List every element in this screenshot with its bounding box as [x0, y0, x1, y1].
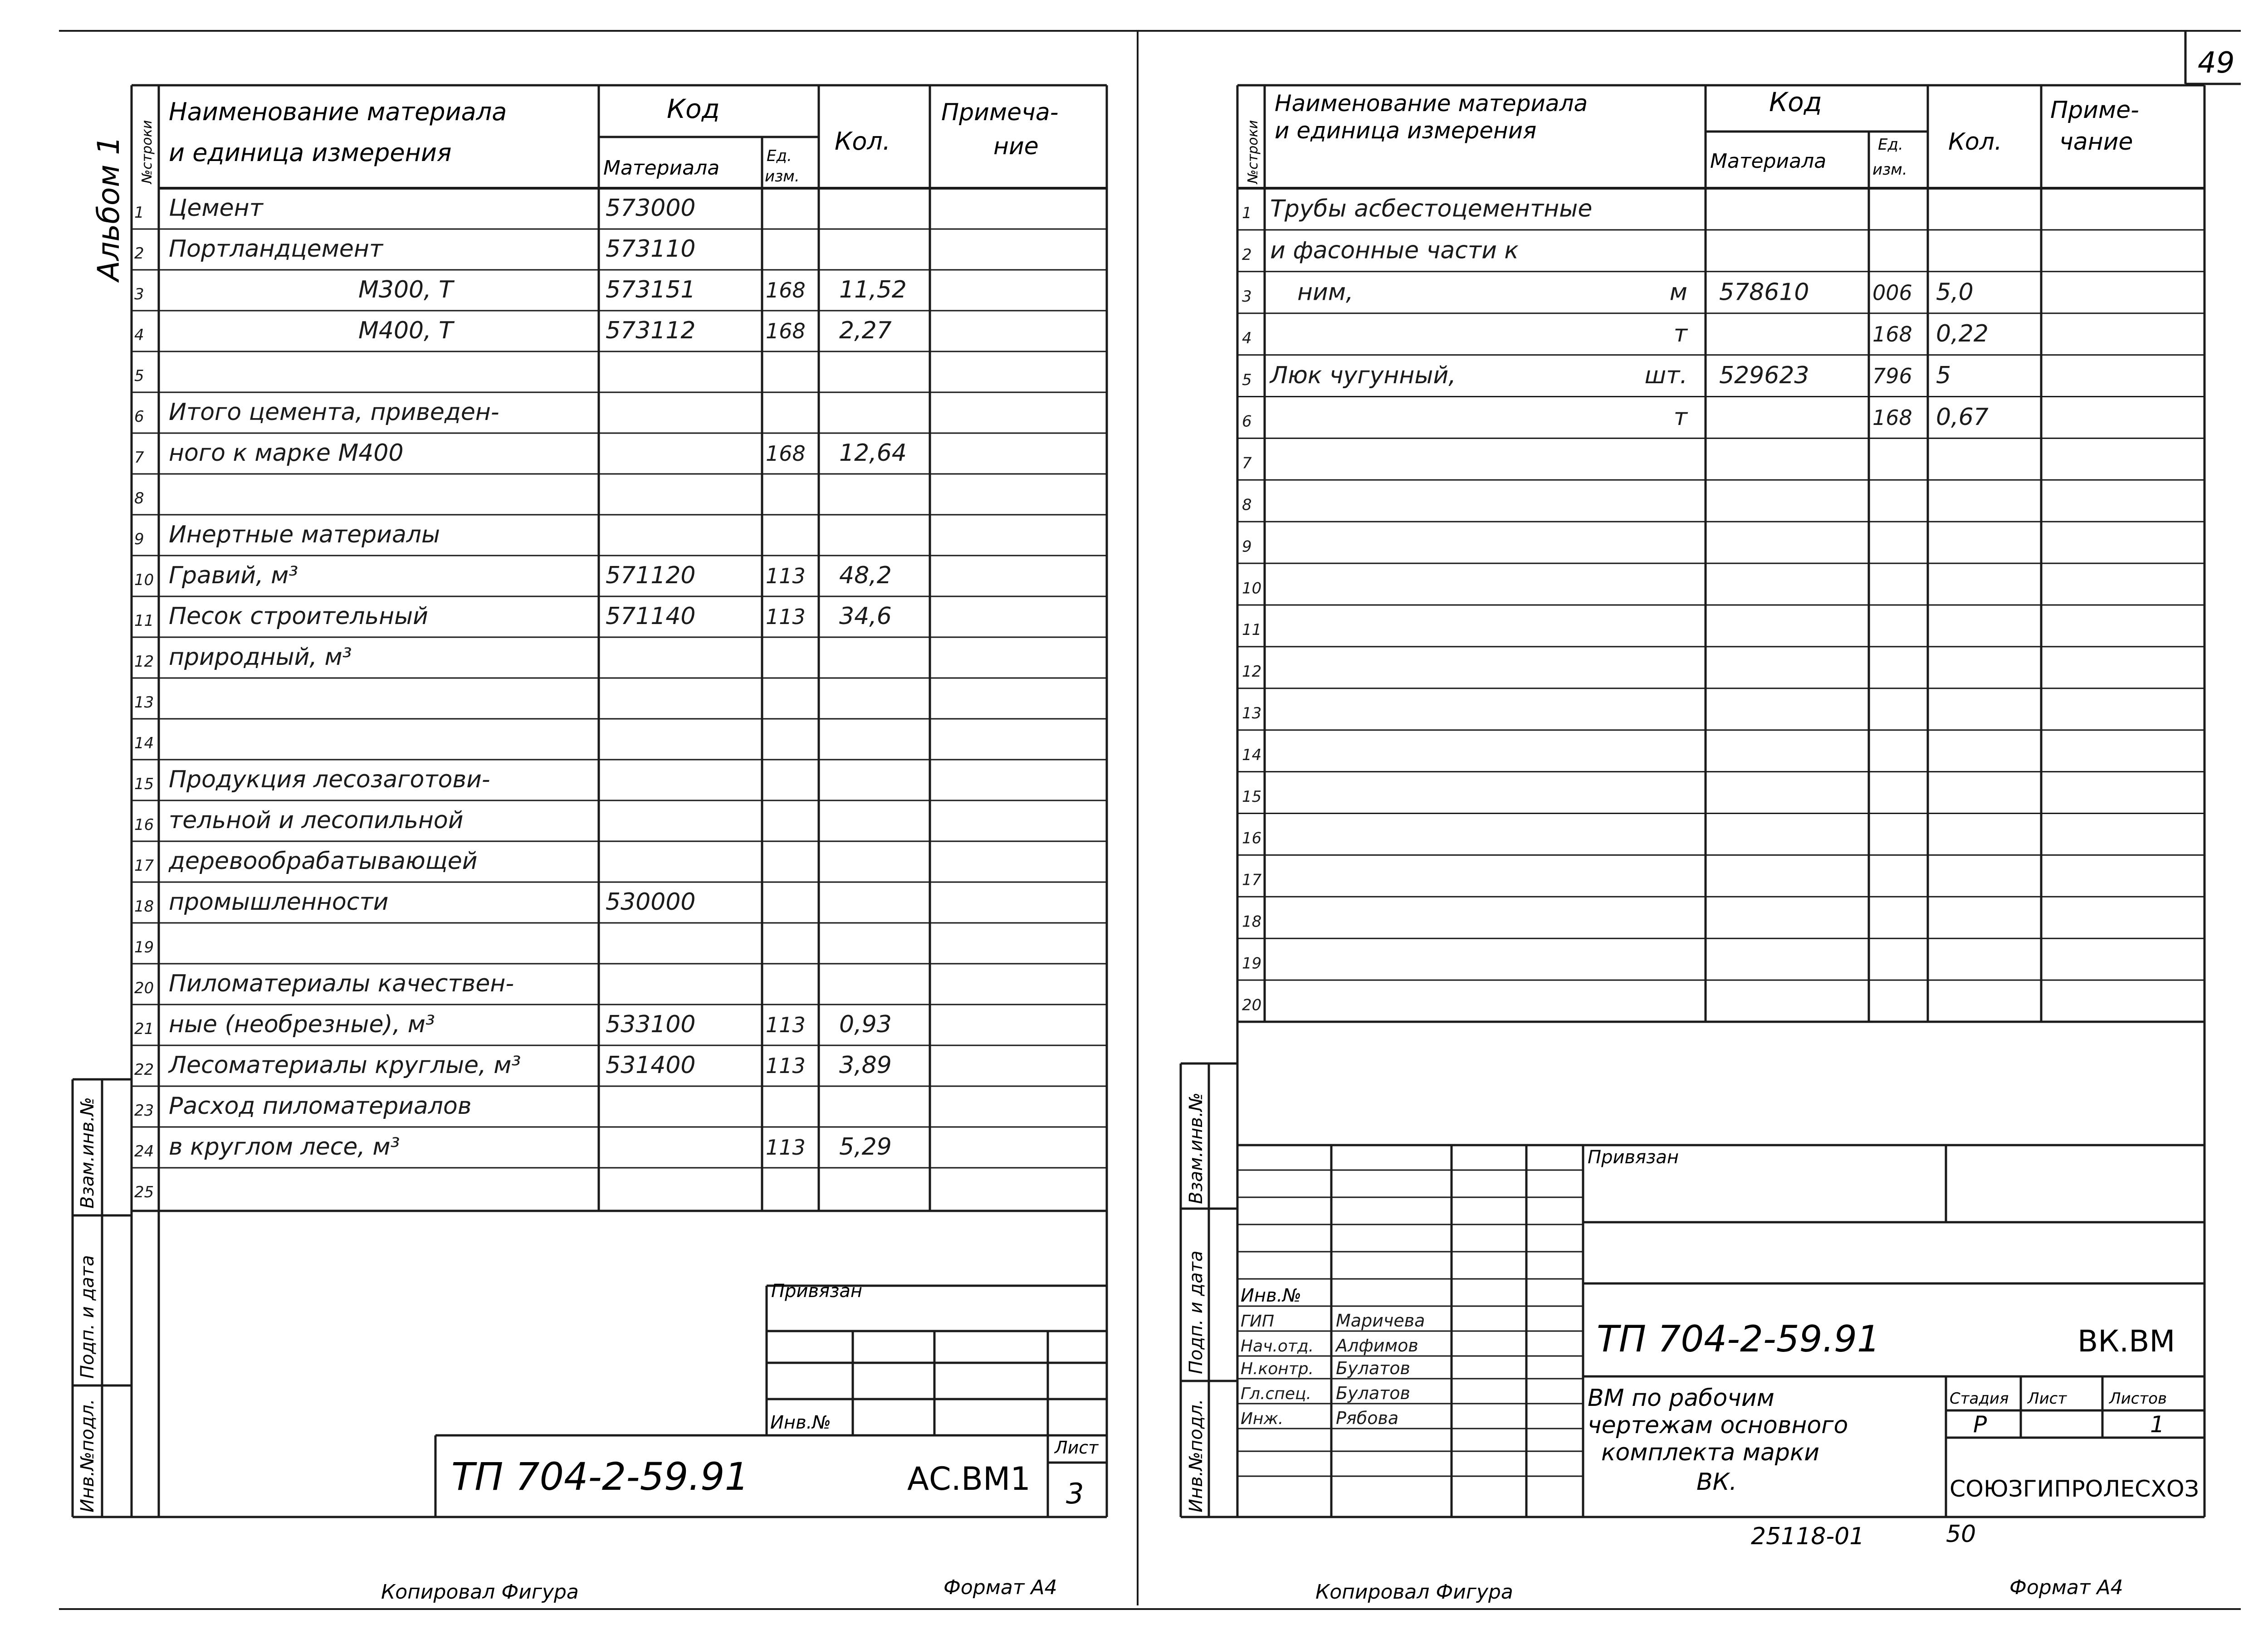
table-row [134, 276, 907, 303]
table-row [1242, 537, 1252, 556]
left-header-note-2: ние [993, 133, 1039, 160]
left-header-material: Материала [603, 156, 720, 180]
row-qty: 0,93 [839, 1011, 892, 1039]
right-stamp-desc-3: комплекта марки [1601, 1439, 1820, 1466]
row-number: 5 [1242, 371, 1252, 389]
left-side-field-inv: Инв.№подл. [77, 1399, 98, 1512]
left-stamp-doc: ТП 704-2-59.91 [451, 1454, 749, 1499]
right-stamp-inv: Инв.№ [1241, 1285, 1301, 1306]
row-code: 573151 [606, 276, 696, 304]
row-number: 7 [1242, 454, 1252, 473]
stamp-name: Булатов [1336, 1358, 1410, 1378]
row-number: 19 [1242, 954, 1262, 973]
table-row [1242, 496, 1252, 514]
row-number: 19 [134, 938, 154, 956]
row-number: 11 [134, 611, 154, 630]
row-number: 21 [134, 1019, 154, 1038]
right-header-name-2: и единица измерения [1275, 117, 1537, 144]
row-number: 1 [134, 203, 144, 222]
row-name: Песок строительный [169, 603, 428, 630]
table-row [134, 317, 892, 344]
right-table-row-lines [1237, 230, 2204, 980]
left-stamp-inv: Инв.№ [770, 1412, 831, 1433]
right-stamp-desc-2: чертежам основного [1588, 1412, 1848, 1439]
row-number: 17 [134, 856, 154, 875]
stamp-name: Маричева [1336, 1311, 1425, 1331]
right-side-field-podp: Подп. и дата [1186, 1250, 1207, 1374]
row-name: природный, м³ [169, 644, 352, 671]
row-number: 23 [134, 1101, 154, 1120]
row-name: тельной и лесопильной [169, 807, 464, 834]
row-name: Продукция лесозаготови- [169, 766, 490, 794]
right-footer-copied: Копировал Фигура [1315, 1580, 1513, 1604]
table-row [134, 399, 499, 426]
right-header-unit-2: изм. [1872, 161, 1907, 179]
row-number: 16 [134, 815, 154, 834]
table-row [134, 1133, 892, 1161]
row-number: 6 [134, 407, 144, 426]
row-code: 533100 [606, 1011, 696, 1039]
row-unit: 168 [766, 441, 806, 466]
row-unit: 113 [766, 605, 806, 629]
row-number: 15 [1242, 787, 1262, 806]
row-unit: 006 [1872, 280, 1912, 305]
row-code: 529623 [1719, 362, 1809, 390]
row-qty: 3,89 [839, 1052, 892, 1079]
right-header-material: Материала [1710, 150, 1827, 173]
left-stamp-privyazan: Привязан [771, 1281, 863, 1302]
row-name: деревообрабатывающей [169, 848, 478, 875]
table-row [134, 235, 696, 263]
right-stamp-people [1241, 1311, 1425, 1428]
row-number: 17 [1242, 871, 1262, 889]
row-number: 10 [134, 571, 154, 589]
row-name: ного к марке М400 [169, 439, 404, 467]
table-row [1242, 663, 1261, 681]
row-name: М400, Т [358, 317, 453, 345]
left-header-unit-1: Ед. [767, 147, 792, 165]
table-row [134, 1093, 471, 1120]
left-footer-copied: Копировал Фигура [381, 1580, 579, 1604]
row-number: 3 [134, 285, 144, 303]
stamp-role: ГИП [1241, 1312, 1275, 1331]
row-number: 13 [1242, 704, 1262, 722]
table-row [134, 1052, 892, 1079]
row-name: Итого цемента, приведен- [169, 399, 499, 426]
row-name: Пиломатериалы качествен- [169, 970, 514, 998]
row-unit-label: т [1673, 403, 1687, 431]
row-name: Инертные материалы [169, 521, 440, 549]
table-row [1242, 996, 1261, 1014]
table-row [134, 562, 892, 589]
row-name: Цемент [169, 195, 263, 222]
table-row [1242, 871, 1262, 889]
row-number: 4 [134, 326, 144, 344]
row-unit: 113 [766, 1135, 806, 1160]
row-unit: 113 [766, 1013, 806, 1038]
right-header-code: Код [1769, 87, 1822, 117]
row-unit-label: м [1669, 278, 1687, 306]
table-row [134, 888, 696, 916]
row-qty: 5,29 [839, 1133, 892, 1161]
table-row [134, 521, 440, 548]
row-number: 18 [134, 897, 154, 916]
row-qty: 48,2 [839, 562, 892, 590]
row-code: 530000 [606, 888, 696, 916]
left-stamp-mark: АС.ВМ1 [907, 1460, 1031, 1497]
table-row [1242, 454, 1252, 473]
right-stamp-desc-1: ВМ по рабочим [1588, 1385, 1774, 1412]
row-number: 15 [134, 775, 154, 793]
row-name: Портландцемент [169, 235, 383, 263]
row-number: 9 [134, 530, 144, 548]
row-unit: 168 [766, 319, 806, 344]
right-header-note-1: Приме- [2050, 97, 2139, 124]
row-code: 578610 [1719, 278, 1809, 306]
row-unit-label: шт. [1644, 362, 1687, 390]
table-row [134, 489, 144, 507]
row-number: 8 [1242, 496, 1252, 514]
row-number: 1 [1242, 204, 1252, 223]
table-row [134, 644, 352, 671]
right-header-qty: Кол. [1948, 128, 2002, 156]
right-stamp-code-bottom: 25118-01 [1751, 1523, 1865, 1550]
table-row [1242, 278, 1974, 306]
table-row [134, 603, 892, 630]
stamp-role: Нач.отд. [1241, 1337, 1314, 1356]
left-stamp-list-value: 3 [1066, 1477, 1084, 1510]
table-row [134, 439, 907, 467]
right-stamp-stage-label: Стадия [1950, 1390, 2009, 1408]
row-number: 20 [134, 979, 154, 997]
row-unit: 168 [766, 278, 806, 303]
row-qty: 5 [1936, 362, 1951, 390]
right-header-note-2: чание [2059, 128, 2133, 156]
row-unit: 168 [1872, 405, 1912, 430]
row-number: 22 [134, 1060, 154, 1079]
right-stamp-list-label: Лист [2028, 1390, 2067, 1408]
table-row [1242, 788, 1261, 806]
row-number: 10 [1242, 579, 1262, 598]
table-row [1242, 404, 1989, 431]
row-name: и фасонные части к [1270, 237, 1519, 264]
table-row [134, 807, 464, 834]
row-name: Люк чугунный, [1270, 362, 1456, 390]
left-side-field-vzam: Взам.инв.№ [77, 1097, 98, 1209]
row-qty: 11,52 [839, 276, 907, 304]
table-row [134, 766, 490, 793]
left-header-unit-2: изм. [765, 167, 800, 185]
row-number: 3 [1242, 287, 1252, 306]
left-footer-format: Формат А4 [943, 1576, 1057, 1599]
row-qty: 0,67 [1936, 403, 1989, 431]
row-name: Лесоматериалы круглые, м³ [169, 1052, 521, 1079]
row-name: промышленности [169, 888, 389, 916]
row-number: 25 [134, 1183, 154, 1201]
table-row [1242, 621, 1261, 639]
table-row [134, 195, 696, 222]
row-number: 14 [1242, 746, 1262, 764]
row-number: 20 [1242, 996, 1262, 1015]
row-number: 12 [134, 652, 154, 671]
right-side-field-vzam: Взам.инв.№ [1186, 1092, 1207, 1204]
right-stamp-lists-label: Листов [2109, 1390, 2167, 1408]
table-row [1242, 912, 1261, 931]
table-row [1242, 195, 1592, 222]
row-name: Расход пиломатериалов [169, 1093, 472, 1120]
row-number: 24 [134, 1142, 154, 1161]
table-row [134, 1011, 892, 1038]
row-name: ные (необрезные), м³ [169, 1011, 435, 1039]
row-unit: 113 [766, 564, 806, 589]
row-code: 573112 [606, 317, 696, 345]
row-name: ним, [1297, 278, 1354, 306]
left-header-name-2: и единица измерения [169, 138, 452, 167]
stamp-name: Булатов [1336, 1383, 1410, 1403]
stamp-role: Гл.спец. [1241, 1385, 1311, 1403]
row-number: 13 [134, 693, 154, 712]
right-stamp-lists-value: 1 [2150, 1411, 2165, 1438]
right-stamp-mark: ВК.ВМ [2077, 1324, 2175, 1359]
row-code: 573000 [606, 195, 696, 222]
left-header-note-1: Примеча- [941, 99, 1059, 126]
row-qty: 0,22 [1936, 320, 1989, 348]
row-number: 12 [1242, 663, 1262, 681]
row-unit: 796 [1872, 364, 1912, 389]
row-qty: 5,0 [1936, 278, 1974, 306]
table-row [1242, 362, 1951, 389]
table-row [1242, 746, 1261, 764]
table-row [134, 848, 478, 875]
table-row [134, 1183, 154, 1201]
row-number: 5 [134, 366, 144, 385]
row-number: 16 [1242, 829, 1262, 848]
row-number: 6 [1242, 412, 1252, 431]
row-number: 2 [1242, 246, 1252, 264]
page-number: 49 [2198, 46, 2235, 80]
row-name: Трубы асбестоцементные [1270, 195, 1593, 223]
row-qty: 2,27 [839, 317, 892, 345]
table-row [1242, 954, 1261, 972]
right-stamp-page-bottom: 50 [1946, 1521, 1976, 1548]
row-code: 571120 [606, 562, 696, 590]
row-number: 11 [1242, 621, 1262, 639]
right-stamp-stage-value: Р [1973, 1411, 1987, 1438]
stamp-name: Алфимов [1336, 1336, 1418, 1356]
row-number: 4 [1242, 329, 1252, 347]
table-row [1242, 579, 1261, 597]
right-footer-format: Формат А4 [2009, 1576, 2123, 1599]
right-stamp-desc-4: ВК. [1696, 1468, 1737, 1496]
left-header-qty: Кол. [835, 127, 891, 156]
row-code: 571140 [606, 603, 696, 630]
table-row [134, 970, 514, 997]
right-header-row-no: №строки [1245, 120, 1261, 184]
left-header-name-1: Наименование материала [169, 98, 507, 126]
row-qty: 12,64 [839, 439, 907, 467]
left-table-rows [134, 195, 907, 1201]
table-row [1242, 704, 1261, 722]
right-header-unit-1: Ед. [1878, 136, 1903, 154]
row-number: 18 [1242, 912, 1262, 931]
left-header-row-no: №строки [139, 120, 155, 184]
stamp-role: Инж. [1241, 1410, 1284, 1428]
row-number: 9 [1242, 537, 1252, 556]
row-unit: 113 [766, 1054, 806, 1078]
right-stamp-doc: ТП 704-2-59.91 [1597, 1318, 1880, 1360]
row-number: 8 [134, 489, 144, 507]
row-name: в круглом лесе, м³ [169, 1133, 400, 1161]
row-name: Гравий, м³ [169, 562, 298, 590]
table-row [1242, 829, 1261, 848]
album-label: Альбом 1 [91, 136, 126, 281]
row-number: 2 [134, 244, 144, 263]
row-code: 531400 [606, 1052, 696, 1079]
left-stamp-list-label: Лист [1055, 1438, 1099, 1458]
row-unit-label: т [1673, 320, 1687, 348]
row-name: М300, Т [358, 276, 453, 304]
table-row [134, 693, 154, 712]
row-number: 7 [134, 448, 144, 467]
row-qty: 34,6 [839, 603, 892, 630]
table-row [1242, 237, 1519, 264]
row-number: 14 [134, 734, 154, 752]
table-row [1242, 320, 1989, 347]
row-code: 573110 [606, 235, 696, 263]
left-header-code: Код [667, 93, 720, 124]
left-side-field-podp: Подп. и дата [77, 1255, 98, 1379]
table-row [134, 734, 154, 752]
table-row [134, 367, 144, 385]
right-stamp-privyazan: Привязан [1588, 1147, 1679, 1168]
right-header-name-1: Наименование материала [1275, 90, 1588, 117]
table-row [134, 938, 154, 956]
stamp-name: Рябова [1336, 1408, 1399, 1428]
right-stamp-org: СОЮЗГИПРОЛЕСХОЗ [1950, 1476, 2199, 1502]
row-unit: 168 [1872, 322, 1912, 347]
right-side-field-inv: Инв.№подл. [1186, 1399, 1207, 1512]
stamp-role: Н.контр. [1241, 1360, 1314, 1378]
